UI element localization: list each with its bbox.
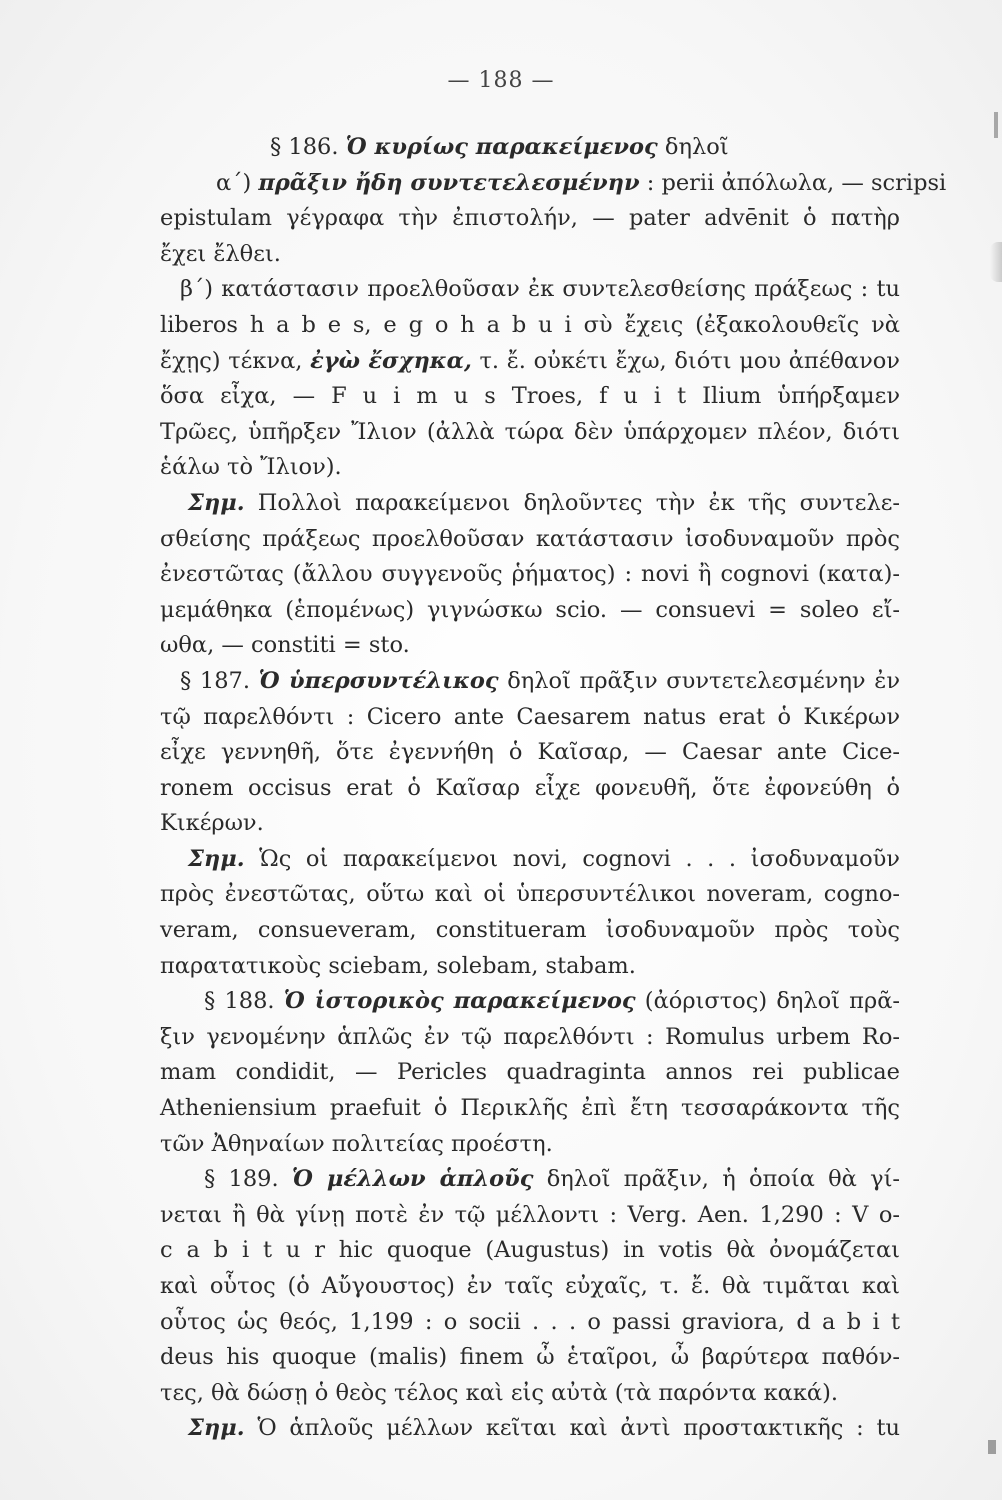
text-line bbox=[160, 1198, 900, 1234]
line-text: δηλοῖ bbox=[657, 134, 729, 160]
line-text: c a b i t u r hic quoque (Augustus) in votis θὰ ὀνομάζεται bbox=[160, 1237, 900, 1264]
text-line bbox=[160, 1233, 900, 1269]
text-line bbox=[160, 913, 900, 949]
emphasis-text: πρᾶξιν ἤδη συντετελεσμένην bbox=[258, 169, 640, 196]
text-line bbox=[160, 1411, 900, 1447]
text-line bbox=[160, 664, 900, 700]
text-line bbox=[160, 628, 900, 664]
line-text: ὅσα εἶχα, — F u i m u s Troes, f u i t Ilium ὑπήρξαμεν bbox=[160, 383, 900, 410]
line-text: τες, θὰ δώσῃ ὁ θεὸς τέλος καὶ εἰς αὐτὰ (τὰ παρόντα κακά). bbox=[160, 1379, 839, 1406]
text-line bbox=[160, 237, 900, 273]
body-text bbox=[160, 130, 947, 1447]
line-text: μεμάθηκα (ἑπομένως) γιγνώσκω scio. — consuevi = soleo εἴ- bbox=[160, 596, 900, 623]
text-line bbox=[160, 415, 900, 451]
line-text: Ὁ ἁπλοῦς μέλλων κεῖται καὶ ἀντὶ προστακτικῆς : tu bbox=[244, 1415, 900, 1442]
text-line bbox=[160, 1020, 900, 1056]
text-line bbox=[160, 166, 947, 202]
line-text: παρατατικοὺς sciebam, solebam, stabam. bbox=[160, 952, 636, 979]
line-text: § 188. bbox=[204, 988, 284, 1015]
line-text: ἔχει ἔλθει. bbox=[160, 240, 281, 267]
line-text: ἑάλω τὸ Ἴλιον). bbox=[160, 454, 342, 481]
emphasis-text: Σημ. bbox=[188, 1415, 245, 1442]
text-line bbox=[160, 842, 900, 878]
line-text: πρὸς ἐνεστῶτας, οὕτω καὶ οἱ ὑπερσυντέλικοι noveram, cogno- bbox=[160, 881, 900, 908]
text-line bbox=[160, 557, 900, 593]
line-text: β΄) κατάστασιν προελθοῦσαν ἐκ συντελεσθείσης πράξεως : tu bbox=[180, 276, 900, 303]
line-text: οὗτος ὡς θεός, 1,199 : o socii . . . o passi graviora, d a b i t bbox=[160, 1308, 900, 1335]
line-text: § 189. bbox=[204, 1166, 292, 1193]
text-line bbox=[160, 1055, 900, 1091]
line-text: δηλοῖ πρᾶξιν συντετελεσμένην ἐν bbox=[498, 667, 900, 694]
text-line bbox=[160, 1269, 900, 1305]
line-text: νεται ἢ θὰ γίνῃ ποτὲ ἐν τῷ μέλλοντι : Verg. Aen. 1,290 : V o- bbox=[160, 1201, 900, 1228]
line-text: Πολλοὶ παρακείμενοι δηλοῦντες τὴν ἐκ τῆς συντελε- bbox=[244, 489, 900, 516]
text-line bbox=[160, 1305, 900, 1341]
text-line bbox=[160, 593, 900, 629]
text-line bbox=[160, 1091, 900, 1127]
text-line bbox=[160, 344, 900, 380]
text-line bbox=[160, 984, 900, 1020]
emphasis-text: Σημ. bbox=[188, 845, 245, 872]
emphasis-text: Ὁ ὑπερσυντέλικος bbox=[258, 667, 499, 694]
line-text: Atheniensium praefuit ὁ Περικλῆς ἐπὶ ἔτη τεσσαράκοντα τῆς bbox=[160, 1095, 900, 1122]
text-line bbox=[160, 877, 900, 913]
text-line bbox=[160, 272, 900, 308]
line-text: Κικέρων. bbox=[160, 810, 264, 837]
emphasis-text: Ὁ κυρίως παρακείμενος bbox=[345, 134, 658, 160]
line-text: σθείσης πράξεως προελθοῦσαν κατάστασιν ἰσοδυναμοῦν πρὸς bbox=[160, 525, 900, 552]
text-line bbox=[160, 700, 900, 736]
line-text: δηλοῖ πρᾶξιν, ἡ ὁποία θὰ γί- bbox=[533, 1166, 901, 1193]
line-text: § 187. bbox=[180, 667, 259, 694]
page-number: — 188 — bbox=[447, 68, 555, 93]
text-line bbox=[160, 486, 900, 522]
text-line bbox=[160, 771, 900, 807]
line-text: τῶν Ἀθηναίων πολιτείας προέστη. bbox=[160, 1130, 553, 1157]
text-line bbox=[160, 308, 900, 344]
line-text: α΄) bbox=[216, 169, 259, 196]
text-line bbox=[160, 949, 900, 985]
text-line bbox=[160, 1127, 900, 1163]
line-text: καὶ οὗτος (ὁ Αὔγουστος) ἐν ταῖς εὐχαῖς, τ. ἔ. θὰ τιμᾶται καὶ bbox=[160, 1273, 900, 1299]
text-line bbox=[160, 806, 900, 842]
scan-edge-mark bbox=[994, 112, 998, 138]
line-text: : perii ἀπόλωλα, — scripsi bbox=[639, 169, 947, 196]
line-text: (ἀόριστος) δηλοῖ πρᾶ- bbox=[635, 988, 900, 1015]
text-line bbox=[160, 1340, 900, 1376]
line-text: mam condidit, — Pericles quadraginta annos rei publicae bbox=[160, 1059, 900, 1086]
line-text: τ. ἔ. οὐκέτι ἔχω, διότι μου ἀπέθανον bbox=[471, 347, 900, 374]
line-text: ωθα, — constiti = sto. bbox=[160, 632, 410, 659]
text-line bbox=[160, 1376, 900, 1412]
line-text: § 186. bbox=[270, 134, 346, 160]
line-text: ξιν γενομένην ἁπλῶς ἐν τῷ παρελθόντι : Romulus urbem Ro- bbox=[160, 1023, 900, 1050]
text-line bbox=[160, 735, 900, 771]
line-text: liberos h a b e s, e g o h a b u i σὺ ἔχεις (ἐξακολουθεῖς νὰ bbox=[160, 311, 900, 338]
emphasis-text: Ὁ μέλλων ἁπλοῦς bbox=[291, 1166, 534, 1193]
scan-edge-shadow bbox=[990, 242, 1002, 282]
line-text: veram, consueveram, constitueram ἰσοδυναμοῦν πρὸς τοὺς bbox=[160, 917, 900, 944]
line-text: Τρῶες, ὑπῆρξεν Ἴλιον (ἀλλὰ τώρα δὲν ὑπάρχομεν πλέον, διότι bbox=[160, 418, 900, 445]
line-text: Ὡς οἱ παρακείμενοι novi, cognovi . . . ἰσοδυναμοῦν bbox=[244, 845, 900, 872]
text-line bbox=[160, 450, 900, 486]
text-line bbox=[160, 1162, 900, 1198]
emphasis-text: ἐγὼ ἔσχηκα, bbox=[310, 347, 472, 374]
line-text: epistulam γέγραφα τὴν ἐπιστολήν, — pater advēnit ὁ πατὴρ bbox=[160, 205, 900, 232]
emphasis-text: Σημ. bbox=[188, 489, 245, 516]
text-line bbox=[160, 379, 900, 415]
line-text: ἔχῃς) τέκνα, bbox=[160, 347, 311, 374]
line-text: deus his quoque (malis) finem ὦ ἑταῖροι, ὦ βαρύτερα παθόν- bbox=[160, 1344, 900, 1371]
line-text: ἐνεστῶτας (ἄλλου συγγενοῦς ῥήματος) : novi ἢ cognovi (κατα)- bbox=[160, 561, 900, 588]
line-text: τῷ παρελθόντι : Cicero ante Caesarem natus erat ὁ Κικέρων bbox=[160, 703, 900, 730]
scan-edge-mark bbox=[988, 1440, 996, 1454]
text-line bbox=[160, 130, 900, 166]
text-line bbox=[160, 201, 900, 237]
text-line bbox=[160, 522, 900, 558]
line-text: ronem occisus erat ὁ Καῖσαρ εἶχε φονευθῆ, ὅτε ἐφονεύθη ὁ bbox=[160, 774, 900, 801]
emphasis-text: Ὁ ἱστορικὸς παρακείμενος bbox=[283, 988, 636, 1015]
line-text: εἶχε γεννηθῆ, ὅτε ἐγεννήθη ὁ Καῖσαρ, — Caesar ante Cice- bbox=[160, 739, 900, 766]
